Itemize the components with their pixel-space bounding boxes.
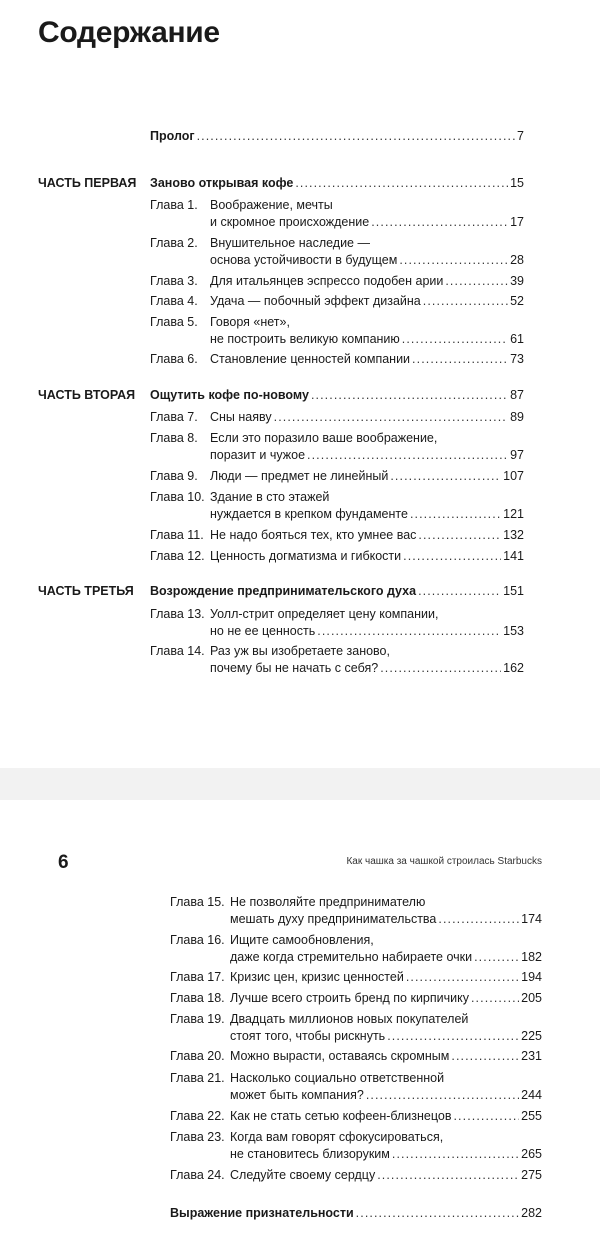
page-number: 231: [521, 1049, 542, 1063]
entry-title: и скромное происхождение: [210, 215, 370, 229]
toc-entry-chapter[interactable]: [150, 489, 524, 523]
page-number: 265: [521, 1147, 542, 1161]
toc-entry-chapter[interactable]: [150, 197, 524, 231]
chapter-number: Глава 21.: [170, 1071, 225, 1085]
entry-title: Возрождение предпринимательского духа: [150, 584, 417, 598]
chapter-number: Глава 2.: [150, 236, 198, 250]
entry-title: не становитесь близоруким: [230, 1147, 390, 1161]
entry-title: поразит и чужое: [210, 448, 306, 462]
entry-title: Говоря «нет»,: [210, 315, 290, 329]
page-number: 52: [510, 294, 524, 308]
toc-entry-chapter[interactable]: [150, 606, 524, 640]
page-number: 255: [521, 1109, 542, 1123]
entry-title: Для итальянцев эспрессо подобен арии: [210, 274, 444, 288]
chapter-number: Глава 3.: [150, 274, 198, 288]
page-number: 89: [510, 410, 524, 424]
toc-entry-chapter[interactable]: [170, 1048, 542, 1065]
toc-entry-part-3[interactable]: [150, 583, 524, 600]
entry-title: Кризис цен, кризис ценностей: [230, 970, 404, 984]
toc-entry-chapter[interactable]: [150, 293, 524, 310]
page-number: 97: [510, 448, 524, 462]
toc-entry-chapter[interactable]: [170, 990, 542, 1007]
entry-title: Здание в сто этажей: [210, 490, 330, 504]
chapter-number: Глава 24.: [170, 1168, 225, 1182]
entry-title: Выражение признательности: [170, 1206, 354, 1220]
page-number: 225: [521, 1029, 542, 1043]
entry-title: Заново открывая кофе: [150, 176, 294, 190]
toc-entry-chapter[interactable]: [170, 932, 542, 966]
part-label: ЧАСТЬ ПЕРВАЯ: [38, 176, 137, 190]
dot-leader: [438, 911, 519, 928]
chapter-number: Глава 19.: [170, 1012, 225, 1026]
entry-title: даже когда стремительно набираете очки: [230, 950, 473, 964]
page-number: 194: [521, 970, 542, 984]
toc-entry-chapter[interactable]: [170, 1129, 542, 1163]
dot-leader: [453, 1108, 519, 1125]
part-label: ЧАСТЬ ВТОРАЯ: [38, 388, 136, 402]
page-number: 244: [521, 1088, 542, 1102]
toc-entry-chapter[interactable]: [150, 351, 524, 368]
entry-title: Насколько социально ответственной: [230, 1071, 445, 1085]
toc-entry-chapter[interactable]: [150, 314, 524, 348]
entry-title: Если это поразило ваше воображение,: [210, 431, 438, 445]
entry-title: Становление ценностей компании: [210, 352, 411, 366]
chapter-number: Глава 13.: [150, 607, 205, 621]
chapter-number: Глава 4.: [150, 294, 198, 308]
dot-leader: [418, 527, 501, 544]
page-number: 61: [510, 332, 524, 346]
toc-entry-chapter[interactable]: [150, 235, 524, 269]
entry-title: Двадцать миллионов новых покупателей: [230, 1012, 469, 1026]
chapter-number: Глава 12.: [150, 549, 205, 563]
dot-leader: [311, 387, 508, 404]
dot-leader: [412, 351, 508, 368]
page-separator: [0, 768, 600, 800]
toc-entry-part-2[interactable]: [150, 387, 524, 404]
toc-entry-chapter[interactable]: [170, 1167, 542, 1184]
entry-title: стоят того, чтобы рискнуть: [230, 1029, 386, 1043]
page-number: 7: [517, 129, 524, 143]
entry-title: Пролог: [150, 129, 195, 143]
page-number: 87: [510, 388, 524, 402]
dot-leader: [317, 623, 501, 640]
entry-title: Ищите самообновления,: [230, 933, 374, 947]
dot-leader: [366, 1087, 519, 1104]
dot-leader: [390, 468, 501, 485]
toc-entry-chapter[interactable]: [150, 548, 524, 565]
dot-leader: [387, 1028, 519, 1045]
chapter-number: Глава 5.: [150, 315, 198, 329]
chapter-number: Глава 22.: [170, 1109, 225, 1123]
entry-title: не построить великую компанию: [210, 332, 400, 346]
dot-leader: [445, 273, 508, 290]
entry-title: может быть компания?: [230, 1088, 364, 1102]
dot-leader: [307, 447, 508, 464]
chapter-number: Глава 23.: [170, 1130, 225, 1144]
entry-title: но не ее ценность: [210, 624, 316, 638]
chapter-number: Глава 14.: [150, 644, 205, 658]
page-number: 15: [510, 176, 524, 190]
toc-entry-chapter[interactable]: [170, 1011, 542, 1045]
page-number: 17: [510, 215, 524, 229]
page-number: 282: [521, 1206, 542, 1220]
chapter-number: Глава 10.: [150, 490, 205, 504]
page-number: 107: [503, 469, 524, 483]
entry-title: Когда вам говорят сфокусироваться,: [230, 1130, 444, 1144]
dot-leader: [377, 1167, 519, 1184]
entry-title: почему бы не начать с себя?: [210, 661, 379, 675]
entry-title: Ощутить кофе по-новому: [150, 388, 309, 402]
chapter-number: Глава 9.: [150, 469, 198, 483]
dot-leader: [418, 583, 501, 600]
toc-entry-chapter[interactable]: [150, 643, 524, 677]
dot-leader: [380, 660, 501, 677]
entry-title: Не позволяйте предпринимателю: [230, 895, 426, 909]
entry-title: Внушительное наследие —: [210, 236, 370, 250]
dot-leader: [197, 128, 515, 145]
chapter-number: Глава 1.: [150, 198, 198, 212]
toc-entry-part-1[interactable]: [150, 175, 524, 192]
entry-title: Уолл-стрит определяет цену компании,: [210, 607, 439, 621]
toc-entry-chapter[interactable]: [170, 969, 542, 986]
chapter-number: Глава 15.: [170, 895, 225, 909]
dot-leader: [399, 252, 508, 269]
chapter-number: Глава 16.: [170, 933, 225, 947]
dot-leader: [371, 214, 508, 231]
page-number: 151: [503, 584, 524, 598]
chapter-number: Глава 18.: [170, 991, 225, 1005]
dot-leader: [402, 331, 508, 348]
chapter-number: Глава 17.: [170, 970, 225, 984]
dot-leader: [410, 506, 501, 523]
toc-entry-chapter[interactable]: [150, 430, 524, 464]
entry-title: нуждается в крепком фундаменте: [210, 507, 408, 521]
toc-entry-chapter[interactable]: [150, 527, 524, 544]
page-number: 162: [503, 661, 524, 675]
page-number: 205: [521, 991, 542, 1005]
chapter-number: Глава 6.: [150, 352, 198, 366]
toc-entry-acknowledgements[interactable]: [170, 1205, 542, 1222]
page-number: 121: [503, 507, 524, 521]
page-number: 73: [510, 352, 524, 366]
page-number: 141: [503, 549, 524, 563]
dot-leader: [356, 1205, 519, 1222]
entry-title: мешать духу предпринимательства: [230, 912, 437, 926]
chapter-number: Глава 8.: [150, 431, 198, 445]
chapter-number: Глава 20.: [170, 1049, 225, 1063]
page-number-header: 6: [58, 852, 69, 873]
toc-entry-chapter[interactable]: [150, 468, 524, 485]
entry-title: Ценность догматизма и гибкости: [210, 549, 402, 563]
page-number: 132: [503, 528, 524, 542]
part-label: ЧАСТЬ ТРЕТЬЯ: [38, 584, 134, 598]
toc-entry-prologue[interactable]: [150, 128, 524, 145]
entry-title: Как не стать сетью кофеен-близнецов: [230, 1109, 452, 1123]
dot-leader: [406, 969, 519, 986]
page-number: 153: [503, 624, 524, 638]
entry-title: Следуйте своему сердцу: [230, 1168, 376, 1182]
dot-leader: [392, 1146, 519, 1163]
dot-leader: [474, 949, 519, 966]
chapter-number: Глава 7.: [150, 410, 198, 424]
page-number: 28: [510, 253, 524, 267]
toc-entry-chapter[interactable]: [170, 1070, 542, 1104]
page-number: 174: [521, 912, 542, 926]
dot-leader: [295, 175, 508, 192]
page-title: Содержание: [38, 16, 220, 49]
chapter-number: Глава 11.: [150, 528, 204, 542]
entry-title: Лучше всего строить бренд по кирпичику: [230, 991, 469, 1005]
toc-entry-chapter[interactable]: [170, 894, 542, 928]
page-number: 39: [510, 274, 524, 288]
entry-title: Удача — побочный эффект дизайна: [210, 294, 421, 308]
entry-title: основа устойчивости в будущем: [210, 253, 398, 267]
page-number: 275: [521, 1168, 542, 1182]
running-head: Как чашка за чашкой строилась Starbucks: [346, 856, 542, 867]
page-number: 182: [521, 950, 542, 964]
dot-leader: [423, 293, 508, 310]
toc-page-2: [0, 800, 600, 1242]
toc-entry-chapter[interactable]: [150, 273, 524, 290]
entry-title: Можно вырасти, оставаясь скромным: [230, 1049, 450, 1063]
toc-entry-chapter[interactable]: [170, 1108, 542, 1125]
entry-title: Сны наяву: [210, 410, 272, 424]
toc-entry-chapter[interactable]: [150, 409, 524, 426]
entry-title: Не надо бояться тех, кто умнее вас: [210, 528, 417, 542]
dot-leader: [471, 990, 519, 1007]
dot-leader: [274, 409, 508, 426]
entry-title: Люди — предмет не линейный: [210, 469, 389, 483]
entry-title: Раз уж вы изобретаете заново,: [210, 644, 390, 658]
dot-leader: [403, 548, 501, 565]
entry-title: Воображение, мечты: [210, 198, 333, 212]
dot-leader: [451, 1048, 519, 1065]
